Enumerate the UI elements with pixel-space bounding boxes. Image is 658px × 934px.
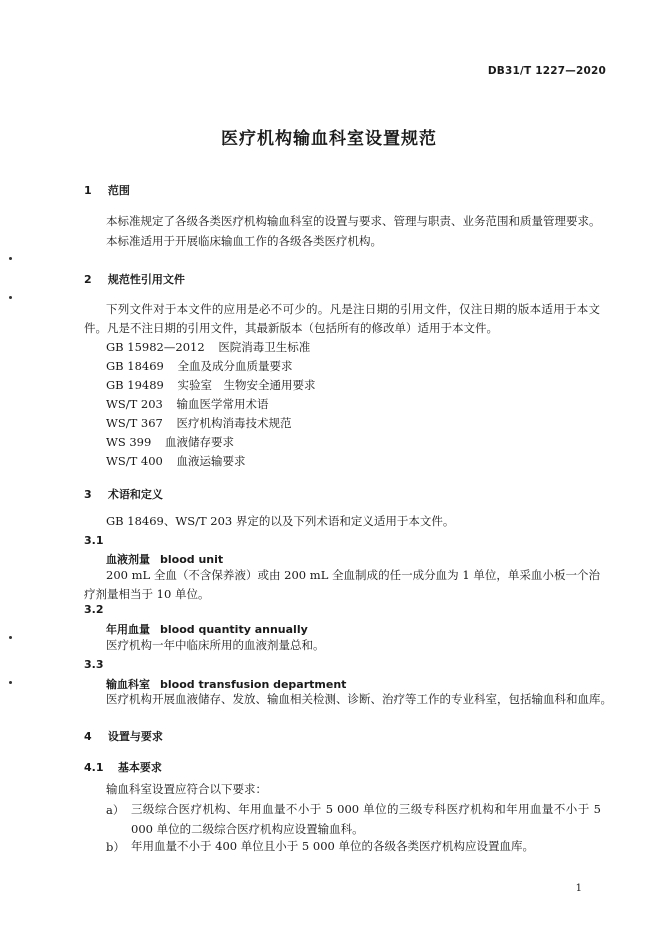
section-title: 范围 [107,184,130,197]
standard-number: DB31/T 1227—2020 [487,65,606,77]
subsection-heading [84,759,162,775]
page-number: 1 [575,883,582,894]
reference-title: 医院消毒卫生标准 [218,340,311,354]
section-heading-3 [84,486,163,502]
term-zh: 年用血量 [106,623,150,636]
term-zh: 血液剂量 [106,553,150,566]
reference-title: 血液运输要求 [176,454,246,468]
list-item-text: 三级综合医疗机构、年用血量不小于 5 000 单位的三级专科医疗机构和年用血量不小于 5 000 单位的二级综合医疗机构应设置输血科。 [131,802,601,836]
reference-item [106,433,234,452]
section-heading-4 [84,728,163,744]
reference-code: WS/T 203 [106,397,163,411]
reference-code: WS/T 367 [106,416,163,430]
section-number: 2 [84,273,92,286]
paragraph: 下列文件对于本文件的应用是必不可少的。凡是注日期的引用文件，仅注日期的版本适用于本文件。凡是不注日期的引用文件，其最新版本（包括所有的修改单）适用于本文件。 [84,302,600,335]
reference-item [106,452,246,471]
list-marker: a） [106,803,125,817]
reference-code: WS 399 [106,435,152,449]
reference-item [106,357,293,376]
reference-code: GB 15982—2012 [106,340,205,354]
section-number: 4 [84,730,92,743]
list-item-text: 年用血量不小于 400 单位且小于 5 000 单位的各级各类医疗机构应设置血库。 [131,839,534,853]
section-number: 3 [84,488,92,501]
subsection-number: 4.1 [84,761,104,774]
term-definition: 医疗机构一年中临床所用的血液剂量总和。 [106,638,325,652]
clause-number: 3.3 [84,658,104,671]
paragraph: 本标准规定了各级各类医疗机构输血科室的设置与要求、管理与职责、业务范围和质量管理要求。 [106,214,601,228]
clause-number: 3.1 [84,534,104,547]
subsection-title: 基本要求 [117,761,162,774]
term-heading [106,551,223,567]
reference-title: 全血及成分血质量要求 [177,359,293,373]
scan-mark [9,636,12,639]
term-definition: 200 mL 全血（不含保养液）或由 200 mL 全血制成的任一成分血为 1 单位，单采血小板一个治疗剂量相当于 10 单位。 [84,568,600,601]
reference-item [106,414,292,433]
section-heading-2 [84,271,185,287]
reference-code: GB 19489 [106,378,164,392]
reference-item [106,376,316,395]
paragraph: GB 18469、WS/T 203 界定的以及下列术语和定义适用于本文件。 [106,514,455,528]
paragraph: 输血科室设置应符合以下要求： [106,782,267,796]
clause-number: 3.2 [84,603,104,616]
term-en: blood transfusion department [160,678,347,691]
term-en: blood quantity annually [160,623,308,636]
list-marker: b） [106,840,125,854]
term-definition: 医疗机构开展血液储存、发放、输血相关检测、诊断、治疗等工作的专业科室，包括输血科和血库。 [106,692,612,706]
section-title: 术语和定义 [107,488,163,501]
scan-mark [9,296,12,299]
section-title: 规范性引用文件 [107,273,185,286]
reference-title: 实验室 生物安全通用要求 [177,378,316,392]
section-title: 设置与要求 [107,730,163,743]
scan-mark [9,257,12,260]
reference-title: 医疗机构消毒技术规范 [176,416,292,430]
scan-mark [9,681,12,684]
document-title: 医疗机构输血科室设置规范 [221,129,437,149]
reference-item [106,395,269,414]
reference-code: WS/T 400 [106,454,163,468]
section-heading-1 [84,182,130,198]
reference-item [106,338,310,357]
section-number: 1 [84,184,92,197]
paragraph: 本标准适用于开展临床输血工作的各级各类医疗机构。 [106,234,382,248]
reference-code: GB 18469 [106,359,164,373]
term-en: blood unit [160,553,224,566]
reference-title: 血液储存要求 [164,435,234,449]
term-heading [106,621,308,637]
reference-title: 输血医学常用术语 [176,397,269,411]
term-zh: 输血科室 [106,678,150,691]
